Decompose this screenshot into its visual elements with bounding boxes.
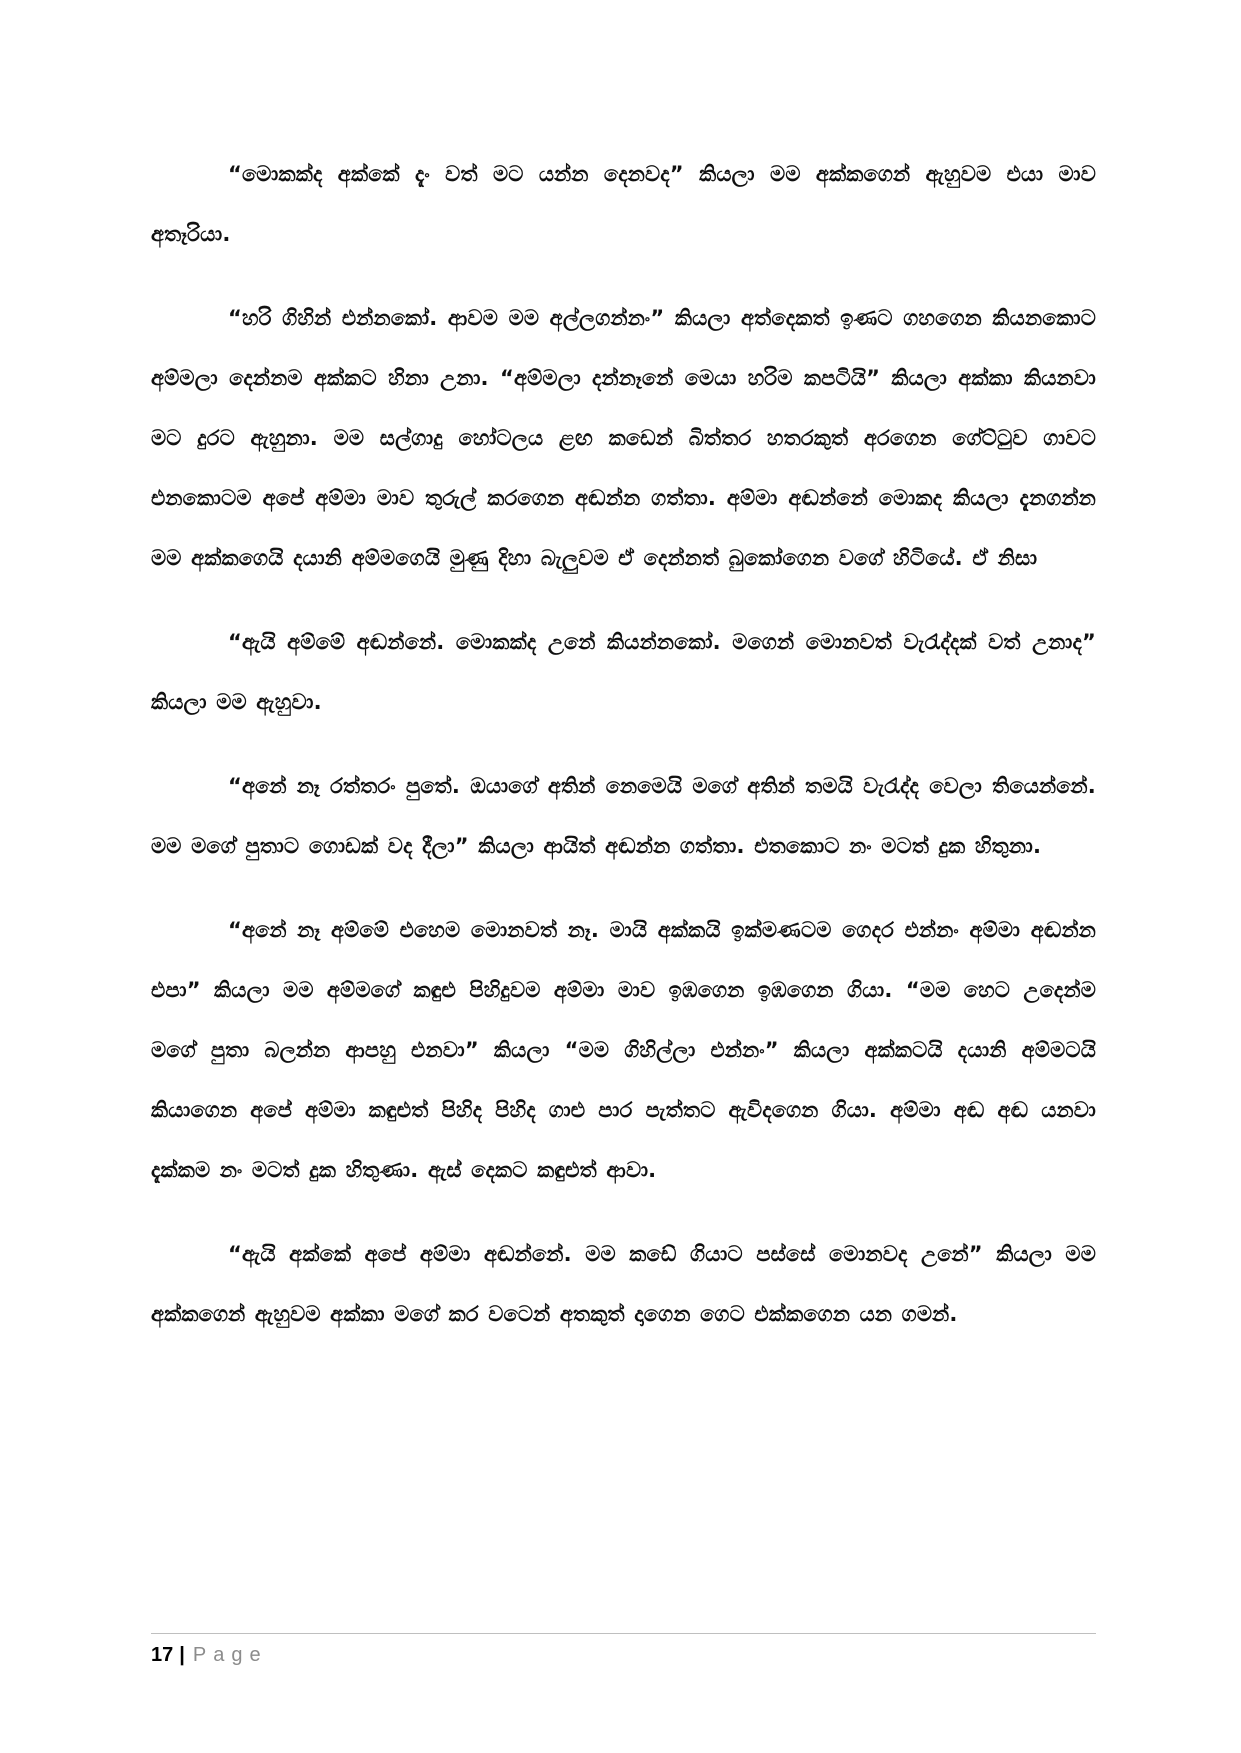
paragraph: “ඇයි අක්කේ අපේ අම්මා අඬන්නේ. මම කඩේ ගියාට පස්සේ මොනවද උනේ” කියලා මම අක්කගෙන් ඇහුවම අක්කා මගේ කර වටෙන් අතකුත් දාගෙන ගෙට එක්කගෙන යන ගමන්. — [151, 1242, 1096, 1326]
page-number: 17 — [151, 1643, 174, 1666]
footer-separator: | — [179, 1643, 185, 1666]
paragraph: “හරි ගිහින් එන්නකෝ. ආවම මම අල්ලගන්නං” කියලා අත්දෙකත් ඉණට ගහගෙන කියනකොට අම්මලා දෙන්නම අක්කට හිනා උනා. “අම්මලා දන්නෑනේ මෙයා හරිම කපටියි” කියලා අක්කා කියනවා මට දුරට ඇහුනා. මම සල්ගාදු හෝටලය ළඟ කඩෙන් බිත්තර හතරකුත් අරගෙන ගේට්ටුව ගාවට එනකොටම අපේ අම්මා මාව තුරුල් කරගෙන අඬන්න ගත්තා. අම්මා අඬන්නේ මොකද කියලා දැනගන්න මම අක්කගෙයි දයානි අම්මගෙයි මුණු දිහා බැලුවම ඒ දෙන්නත් බුකෝගෙන වගේ හිටියේ. ඒ නිසා — [151, 306, 1096, 570]
page-footer — [151, 1640, 268, 1670]
paragraph: “අනේ නෑ රත්තරං පුතේ. ඔයාගේ අතින් නෙමෙයි මගේ අතින් තමයි වැරැද්ද වෙලා තියෙන්නේ. මම මගේ පුතාට ගොඩක් වද දීලා” කියලා ආයිත් අඬන්න ගත්තා. එතකොට නං මටත් දුක හිතුනා. — [151, 774, 1096, 858]
paragraph: “ඇයි අම්මේ අඬන්නේ. මොකක්ද උනේ කියන්නකෝ. මගෙන් මොනවත් වැරැද්දක් වත් උනාද” කියලා මම ඇහුවා. — [151, 630, 1096, 714]
paragraph: “මොකක්ද අක්කේ දැං වත් මට යන්න දෙනවද” කියලා මම අක්කගෙන් ඇහුවම එයා මාව අතෑරියා. — [151, 162, 1096, 246]
footer-divider — [151, 1633, 1096, 1634]
body-text — [151, 144, 1096, 1368]
paragraph: “අනේ නෑ අම්මේ එහෙම මොනවත් නෑ. මායි අක්කයි ඉක්මණටම ගෙදර එන්නං අම්මා අඬන්න එපා” කියලා මම අම්මගේ කඳුළු පිහිදුවම අම්මා මාව ඉඹගෙන ඉඹගෙන ගියා. “මම හෙට උදෙන්ම මගේ පුතා බලන්න ආපහු එනවා” කියලා “මම ගිහිල්ලා එන්නං” කියලා අක්කටයි දයානි අම්මටයි කියාගෙන අපේ අම්මා කඳුළුත් පිහිද පිහිද ගාළු පාර පැත්තට ඇවිදගෙන ගියා. අම්මා අඬ අඬ යනවා දැක්කම නං මටත් දුක හිතුණා. ඇස් දෙකට කඳුළුත් ආවා. — [151, 918, 1096, 1182]
page-label: Page — [192, 1643, 268, 1666]
